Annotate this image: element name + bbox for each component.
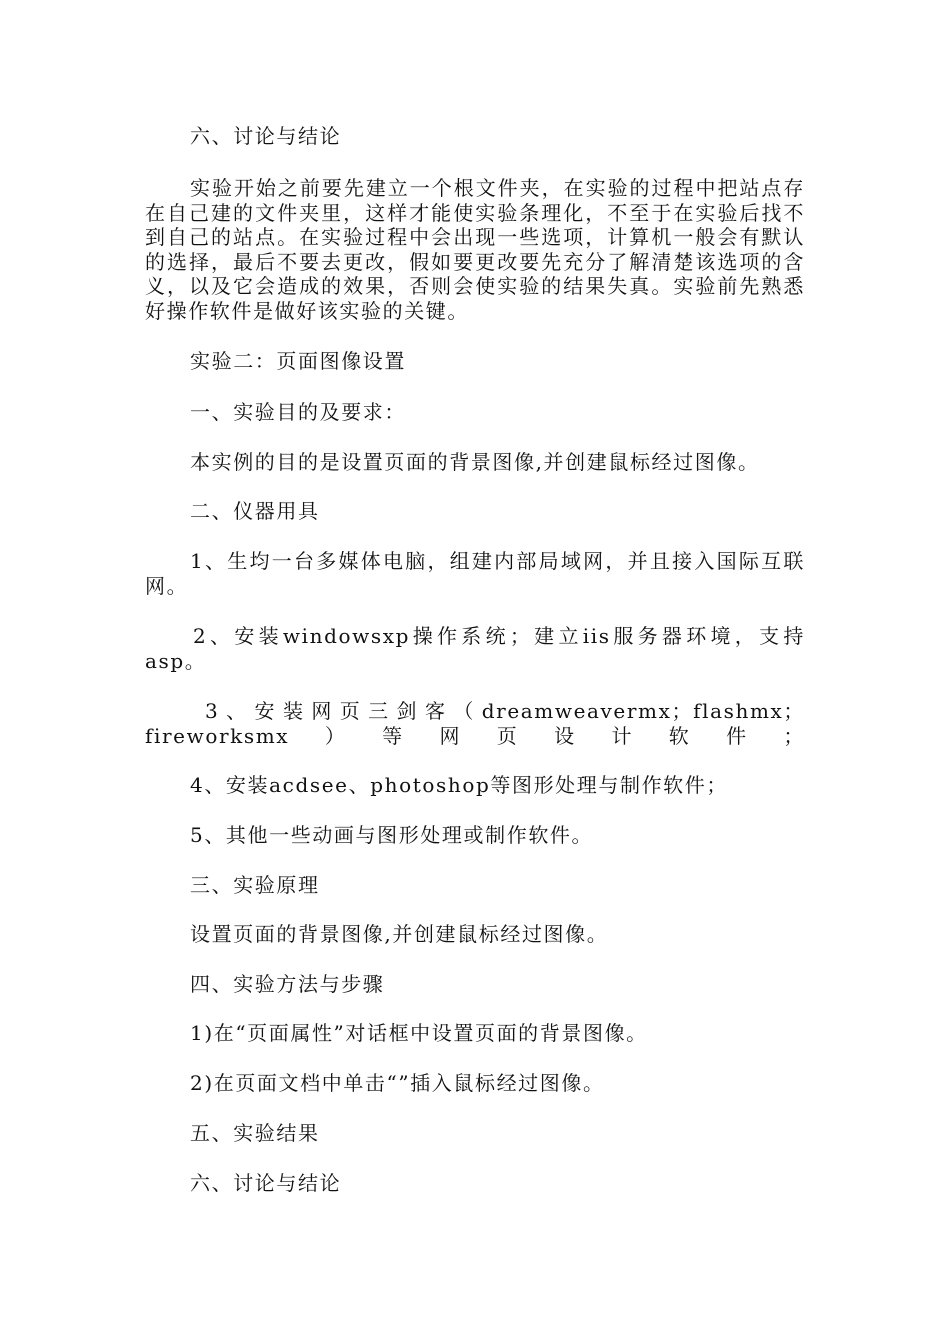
equipment-item-4: 4、安装acdsee、photoshop等图形处理与制作软件； [190,773,728,797]
equipment-item-2: 2、安装windowsxp操作系统；建立iis服务器环境，支持asp。 [145,624,805,673]
equipment-item-3: 3、安装网页三剑客（dreamweavermx；flashmx；fireworksmx）等网页设计软件； [145,699,805,748]
section-heading-discussion-2: 六、讨论与结论 [190,1171,342,1195]
section-heading-equipment: 二、仪器用具 [190,499,320,523]
section-heading-discussion: 六、讨论与结论 [190,124,342,148]
section-heading-results: 五、实验结果 [190,1121,320,1145]
section-heading-principle: 三、实验原理 [190,873,320,897]
section-heading-purpose: 一、实验目的及要求： [190,400,406,424]
discussion-paragraph: 实验开始之前要先建立一个根文件夹，在实验的过程中把站点存在自己建的文件夹里，这样才能使实验条理化，不至于在实验后找不到自己的站点。在实验过程中会出现一些选项，计算机一般会有默认的选择，最后不要去更改，假如要更改要先充分了解清楚该选项的含义，以及它会造成的效果，否则会使实验的结果失真。实验前先熟悉好操作软件是做好该实验的关键。 [145,176,805,323]
purpose-text: 本实例的目的是设置页面的背景图像,并创建鼠标经过图像。 [190,450,760,474]
experiment-title: 实验二：页面图像设置 [190,349,406,373]
equipment-item-1: 1、生均一台多媒体电脑，组建内部局域网，并且接入国际互联网。 [145,549,805,598]
section-heading-method: 四、实验方法与步骤 [190,972,385,996]
principle-text: 设置页面的背景图像,并创建鼠标经过图像。 [190,922,609,946]
method-step-1: 1)在“页面属性”对话框中设置页面的背景图像。 [190,1021,648,1045]
method-step-2: 2)在页面文档中单击“”插入鼠标经过图像。 [190,1071,605,1095]
equipment-item-5: 5、其他一些动画与图形处理或制作软件。 [190,823,594,847]
